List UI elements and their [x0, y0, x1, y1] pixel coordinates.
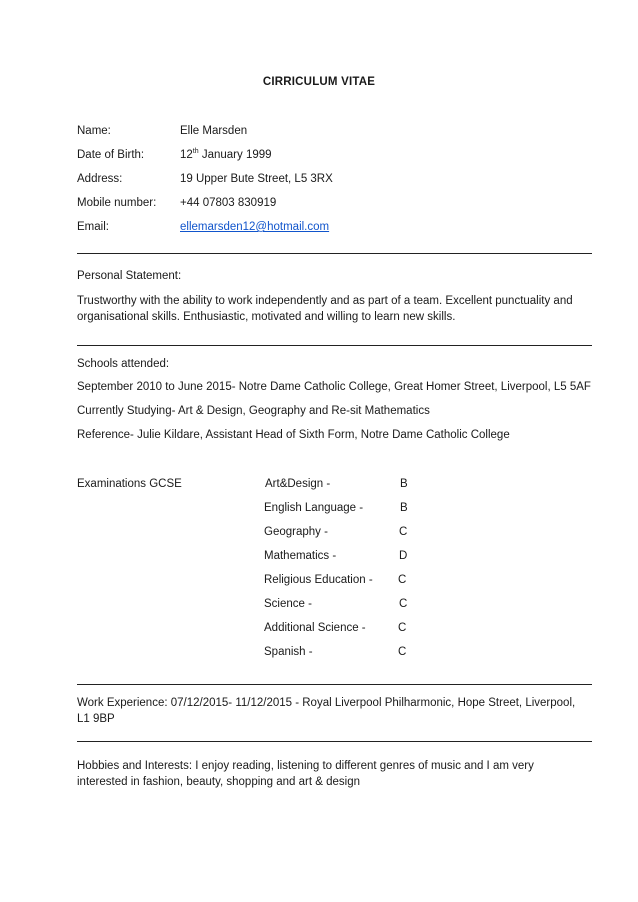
- statement-heading: Personal Statement:: [77, 270, 182, 282]
- exam-subject: Science -: [264, 598, 312, 610]
- exam-grade: C: [399, 598, 408, 610]
- document-title: CIRRICULUM VITAE: [262, 76, 376, 88]
- work-experience-text: Work Experience: 07/12/2015- 11/12/2015 - Royal Liverpool Philharmonic, Hope Street, Liverpool, L1 9BP: [77, 697, 576, 725]
- exams-label: Examinations GCSE: [77, 478, 182, 490]
- divider: [77, 253, 592, 254]
- dob-value: [180, 149, 272, 161]
- divider: [77, 684, 592, 685]
- dob-label: Date of Birth:: [77, 149, 145, 161]
- divider: [77, 741, 592, 742]
- exam-grade: B: [400, 478, 408, 490]
- hobbies-text: Hobbies and Interests: I enjoy reading, listening to different genres of music and I am very interested in fashion, beauty, shopping and art & design: [77, 760, 534, 788]
- exam-subject: English Language -: [264, 502, 364, 514]
- email-link[interactable]: ellemarsden12@hotmail.com: [180, 221, 330, 233]
- dob-suffix: th: [192, 148, 199, 155]
- address-label: Address:: [77, 173, 123, 185]
- schools-heading: Schools attended:: [77, 358, 170, 370]
- address-value: 19 Upper Bute Street, L5 3RX: [180, 173, 333, 185]
- divider: [77, 345, 592, 346]
- schools-line-2: Currently Studying- Art & Design, Geography and Re-sit Mathematics: [77, 405, 430, 417]
- mobile-label: Mobile number:: [77, 197, 157, 209]
- exam-grade: C: [398, 622, 407, 634]
- statement-text: Trustworthy with the ability to work independently and as part of a team. Excellent punctuality and organisational skills. Enthusiastic, motivated and willing to learn new skills.: [77, 295, 573, 323]
- exam-subject: Mathematics -: [264, 550, 337, 562]
- dob-rest: January 1999: [198, 149, 272, 161]
- schools-line-3: Reference- Julie Kildare, Assistant Head of Sixth Form, Notre Dame Catholic College: [77, 429, 510, 441]
- name-value: Elle Marsden: [180, 125, 248, 137]
- name-label: Name:: [77, 125, 111, 137]
- schools-line-1: September 2010 to June 2015- Notre Dame Catholic College, Great Homer Street, Liverpool, L5 5AF: [77, 381, 591, 393]
- dob-day: 12: [180, 149, 193, 161]
- exam-grade: D: [399, 550, 408, 562]
- exam-grade: C: [398, 574, 407, 586]
- exam-subject: Art&Design -: [265, 478, 331, 490]
- exam-grade: B: [400, 502, 408, 514]
- exam-subject: Religious Education -: [264, 574, 373, 586]
- exam-subject: Additional Science -: [264, 622, 366, 634]
- exam-subject: Geography -: [264, 526, 328, 538]
- email-label: Email:: [77, 221, 109, 233]
- exam-grade: C: [398, 646, 407, 658]
- exam-subject: Spanish -: [264, 646, 313, 658]
- exam-grade: C: [399, 526, 408, 538]
- mobile-value: +44 07803 830919: [180, 197, 277, 209]
